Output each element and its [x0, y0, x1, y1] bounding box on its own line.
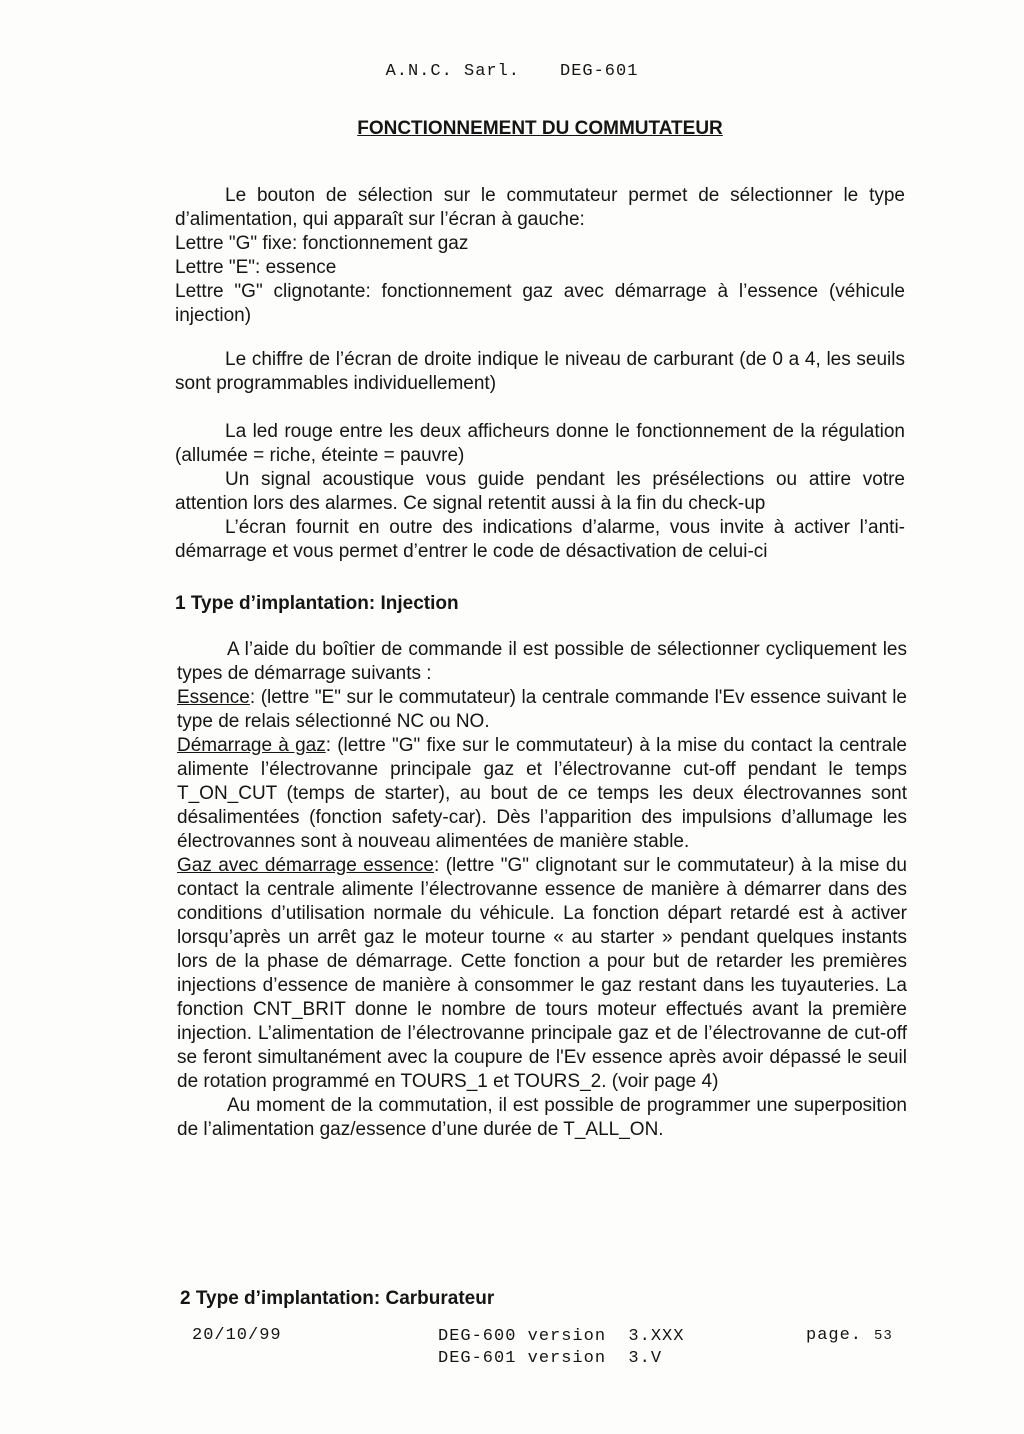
section-1-demarrage-gaz: [177, 734, 907, 854]
demarrage-gaz-label: Démarrage à gaz: [177, 735, 326, 756]
section-1-gaz-avec-demarrage: [177, 854, 907, 1094]
footer-page-number: 53: [874, 1328, 893, 1344]
demarrage-gaz-text: : (lettre "G" fixe sur le commutateur) à la mise du contact la centrale alimente l’électrovanne principale gaz et l’électrovanne cut-off pendant le temps T_ON_CUT (temps de starter), au bout de ce temps les deux électrovannes sont désalimentées (fonction safety-car). Dès l’apparition des impulsions d’allumage les électrovannes sont à nouveau alimentées de manière stable.: [177, 735, 907, 852]
section-1-essence: [177, 686, 907, 734]
footer-versions: [438, 1326, 684, 1370]
header-company: A.N.C. Sarl.: [385, 62, 520, 81]
footer-version-2: DEG-601 version 3.V: [438, 1349, 663, 1368]
page-header: [0, 62, 1024, 81]
section-2-heading: 2 Type d’implantation: Carburateur: [180, 1288, 495, 1309]
footer-page: [806, 1326, 893, 1345]
intro-paragraph-4: Un signal acoustique vous guide pendant les présélections ou attire votre attention lors des alarmes. Ce signal retentit aussi à la fin du check-up: [175, 469, 905, 514]
page-title: FONCTIONNEMENT DU COMMUTATEUR: [357, 118, 723, 139]
essence-text: : (lettre "E" sur le commutateur) la centrale commande l'Ev essence suivant le type de relais sélectionné NC ou NO.: [177, 687, 907, 732]
intro-line-e: Lettre "E": essence: [175, 257, 337, 278]
gaz-avec-demarrage-label: Gaz avec démarrage essence: [177, 855, 434, 876]
footer-page-label: page.: [806, 1326, 863, 1345]
section-1-paragraph-1: A l’aide du boîtier de commande il est possible de sélectionner cycliquement les types de démarrage suivants :: [177, 639, 907, 684]
gaz-avec-demarrage-text: : (lettre "G" clignotant sur le commutateur) à la mise du contact la centrale alimente l’électrovanne essence de manière à démarrer dans des conditions d’utilisation normale du véhicule. La fonction départ retardé est à activer lorsqu’après un arrêt gaz le moteur tourne « au starter » pendant quelques instants lors de la phase de démarrage. Cette fonction a pour but de retarder les premières injections d’essence de manière à consommer le gaz restant dans les tuyauteries. La fonction CNT_BRIT donne le nombre de tours moteur effectués avant la première injection. L’alimentation de l’électrovanne principale gaz et de l’électrovanne de cut-off se feront simultanément avec la coupure de l'Ev essence après avoir dépassé le seuil de rotation programmé en TOURS_1 et TOURS_2. (voir page 4): [177, 855, 907, 1092]
intro-block: [175, 184, 905, 564]
header-model: DEG-601: [560, 62, 639, 81]
section-1-block: [177, 638, 907, 1142]
intro-line-g-clignotante: Lettre "G" clignotante: fonctionnement gaz avec démarrage à l’essence (véhicule injection): [175, 281, 905, 326]
footer-version-1: DEG-600 version 3.XXX: [438, 1327, 685, 1346]
intro-paragraph-2: Le chiffre de l’écran de droite indique le niveau de carburant (de 0 a 4, les seuils sont programmables individuellement): [175, 349, 905, 394]
essence-label: Essence: [177, 687, 250, 708]
intro-line-g-fixe: Lettre "G" fixe: fonctionnement gaz: [175, 233, 469, 254]
section-1-paragraph-last: Au moment de la commutation, il est possible de programmer une superposition de l’alimentation gaz/essence d’une durée de T_ALL_ON.: [177, 1095, 907, 1140]
section-1-heading-wrap: [175, 592, 905, 616]
section-1-heading: 1 Type d’implantation: Injection: [175, 593, 459, 614]
intro-paragraph-5: L’écran fournit en outre des indications d’alarme, vous invite à activer l’anti-démarrage et vous permet d’entrer le code de désactivation de celui-ci: [175, 517, 905, 562]
footer-date: 20/10/99: [192, 1326, 282, 1345]
intro-paragraph-1: Le bouton de sélection sur le commutateur permet de sélectionner le type d’alimentation, qui apparaît sur l’écran à gauche:: [175, 185, 905, 230]
intro-paragraph-3: La led rouge entre les deux afficheurs donne le fonctionnement de la régulation (allumée = riche, éteinte = pauvre): [175, 421, 905, 466]
